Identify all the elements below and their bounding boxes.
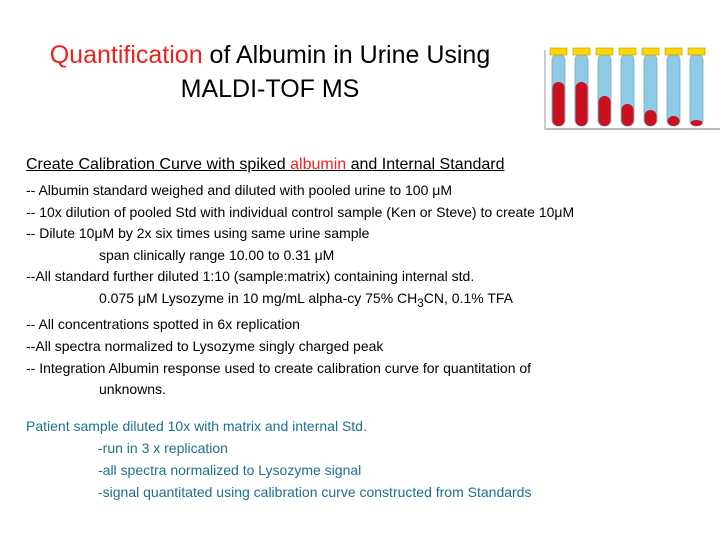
test-tube-icon bbox=[688, 48, 705, 126]
patient-line-indented: -signal quantitated using calibration curve constructed from Standards bbox=[98, 484, 532, 500]
patient-line-indented: -all spectra normalized to Lysozyme signal bbox=[98, 462, 362, 478]
test-tube-icon bbox=[550, 48, 567, 126]
step-line-indented: unknowns. bbox=[99, 381, 166, 398]
title-rest: of Albumin in Urine Using bbox=[202, 41, 491, 69]
step-line-indented: span clinically range 10.00 to 0.31 μM bbox=[99, 246, 335, 263]
step-line: -- All concentrations spotted in 6x replication bbox=[26, 316, 300, 333]
patient-sample-section bbox=[26, 415, 531, 503]
calibration-subheading: Create Calibration Curve with spiked albumin and Internal Standard bbox=[26, 156, 505, 173]
patient-line-indented: -run in 3 x replication bbox=[98, 440, 228, 456]
calibration-steps bbox=[26, 180, 574, 401]
test-tube-icon bbox=[573, 48, 590, 126]
title-line-1 bbox=[0, 38, 540, 72]
step-line: -- 10x dilution of pooled Std with individual control sample (Ken or Steve) to create 10μM bbox=[26, 203, 575, 220]
patient-line: Patient sample diluted 10x with matrix and internal Std. bbox=[26, 418, 367, 434]
step-line: -- Albumin standard weighed and diluted with pooled urine to 100 μM bbox=[26, 182, 452, 198]
test-tube-icon bbox=[596, 48, 613, 126]
step-line-indented: 0.075 μM Lysozyme in 10 mg/mL alpha-cy 75% $CH_3CN$, 0.1% TFA bbox=[99, 289, 513, 310]
albumin-highlight: albumin bbox=[290, 156, 347, 173]
slide-title bbox=[0, 38, 540, 106]
title-line-2: MALDI-TOF MS bbox=[180, 75, 360, 103]
step-line: --All standard further diluted 1:10 (sample:matrix) containing internal std. bbox=[26, 268, 475, 285]
test-tube-icon bbox=[665, 48, 682, 126]
test-tube-icon bbox=[619, 48, 636, 126]
step-line: --All spectra normalized to Lysozyme singly charged peak bbox=[26, 337, 384, 354]
title-highlight: Quantification bbox=[49, 41, 203, 69]
test-tube-rack-icon bbox=[544, 44, 720, 134]
test-tube-icon bbox=[642, 48, 659, 126]
step-line: -- Integration Albumin response used to create calibration curve for quantitation of bbox=[26, 359, 532, 376]
step-line: -- Dilute 10μM by 2x six times using same urine sample bbox=[26, 225, 370, 242]
